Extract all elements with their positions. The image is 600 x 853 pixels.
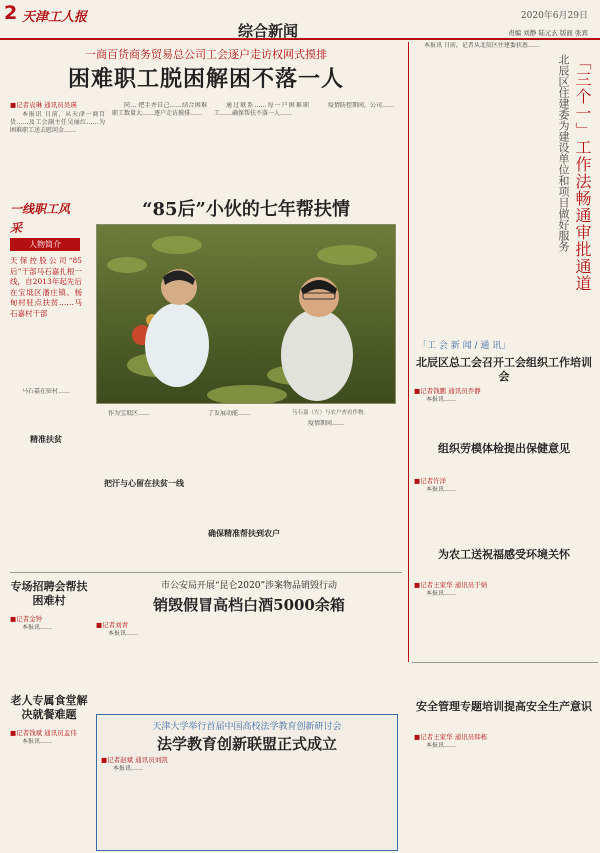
feature-photo	[96, 224, 396, 404]
left-item-2-byline: ■记者钱斌 通讯员孟伟	[10, 729, 77, 737]
right-item-4-title: 安全管理专题培训提高安全生产意识	[416, 700, 592, 713]
page-number: 2	[4, 2, 18, 24]
section-relief: 精准扶贫	[30, 434, 62, 444]
column-divider	[408, 42, 409, 662]
boxed-upper-headline: 天津大学举行首届中国高校法学教育创新研讨会	[152, 722, 342, 732]
lower-divider	[10, 572, 402, 573]
column-logo: 一线职工风采	[10, 202, 71, 235]
lead-upper-headline: 一商百货商务贸易总公司工会逐户走访权网式摸排	[85, 48, 327, 61]
right-item-4-body: 本报讯……	[426, 742, 457, 749]
right-item-3-body: 本报讯……	[426, 590, 457, 597]
right-item-1-byline: ■记者钱鹏 通讯员乔静	[414, 387, 481, 395]
right-divider	[412, 662, 598, 663]
right-item-3-byline: ■记者王家华 通讯员于婧	[414, 581, 488, 589]
lead-body-col2: 同… 把手并自己……结合困难职工数量大……逐户走访摸排……	[112, 102, 207, 118]
right-item-2-title: 组织劳模体检提出保健意见	[438, 442, 570, 455]
vertical-body: 本报讯 日前，记者从北辰区住建委获悉……	[424, 42, 540, 49]
section-title: 综合新闻	[238, 22, 299, 40]
publication-date: 2020年6月29日	[520, 11, 588, 21]
vertical-title: 「三个一」工作法畅通审批通道	[573, 54, 592, 292]
right-item-3-title: 为农工送祝福感受环境关怀	[438, 548, 570, 561]
feature-body-col4: 疫情期间……	[308, 420, 345, 427]
boxed-body: 本报讯……	[113, 765, 144, 772]
boxed-main-headline: 法学教育创新联盟正式成立	[156, 735, 337, 753]
lead-body-col1: 本报讯 日前，从天津一商百货……及工会副主任吴丽红……为困难职工送去慰问金……	[10, 111, 105, 135]
masthead	[0, 0, 600, 40]
left-item-2-body: 本报讯……	[22, 738, 53, 745]
right-item-1-body: 本报讯……	[426, 396, 457, 403]
center-body: 本报讯……	[108, 630, 139, 637]
left-item-1-title: 专场招聘会帮扶困难村	[10, 580, 88, 607]
left-item-2-title: 老人专属食堂解决就餐难题	[10, 694, 88, 721]
boxed-byline: ■记者赵斌 通讯员刘凯	[101, 756, 168, 764]
right-item-4-byline: ■记者王家华 通讯员韩栋	[414, 733, 488, 741]
feature-body-col3: 了发展动能……	[208, 410, 251, 417]
feature-body-col1: 马石嘉在驻村……	[22, 388, 71, 395]
lead-body-col3: 通过联系……每一户困难职工……确保帮扶不落一人……	[214, 102, 309, 118]
section-rural: 把汗与心留在扶贫一线	[104, 478, 184, 488]
workplace-news-tag: 「工 会 新 闻 / 通 讯」	[418, 341, 511, 351]
right-item-2-body: 本报讯……	[426, 486, 457, 493]
people-profile-tag: 人物简介	[10, 238, 80, 251]
left-item-1-byline: ■记者金钟	[10, 615, 43, 623]
center-upper-headline: 市公安局开展“昆仑2020”涉案物品销毁行动	[160, 581, 338, 591]
lead-main-headline: 困难职工脱困解困不落一人	[67, 66, 344, 92]
feature-caption: 马石嘉（左）与农户查看作物。	[292, 410, 370, 416]
left-item-1-body: 本报讯……	[22, 624, 53, 631]
right-item-2-byline: ■记者许洋	[414, 477, 447, 485]
lead-body-col4: 疫情防控期间，公司……	[328, 102, 395, 109]
feature-headline: “85后”小伙的七年帮扶情	[142, 199, 350, 220]
editors-line: 责编 刘静 陆元玄 版面 张宾	[508, 29, 588, 37]
vertical-subtitle: 北辰区住建委为建设单位和项目做好服务	[557, 54, 570, 252]
paper-name: 天津工人报	[22, 10, 88, 25]
lead-byline: ■记者袁琳 通讯员吴瑛	[10, 101, 77, 109]
vertical-story	[412, 42, 598, 342]
center-byline: ■记者刘青	[96, 621, 129, 629]
profile-text: 天保控股公司“85后”干部马石嘉扎根一线，自2013年起先后在宝坻区潘庄镇、杨甸村驻点扶贫……马石嘉村干部	[10, 256, 82, 318]
feature-body-col2: 作为宝坻区……	[108, 410, 151, 417]
center-main-headline: 销毁假冒高档白酒5000余箱	[153, 596, 345, 614]
right-item-1-title: 北辰区总工会召开工会组织工作培训会	[416, 356, 592, 383]
section-help: 确保精准帮扶到农户	[208, 528, 280, 538]
boxed-story	[96, 714, 398, 851]
